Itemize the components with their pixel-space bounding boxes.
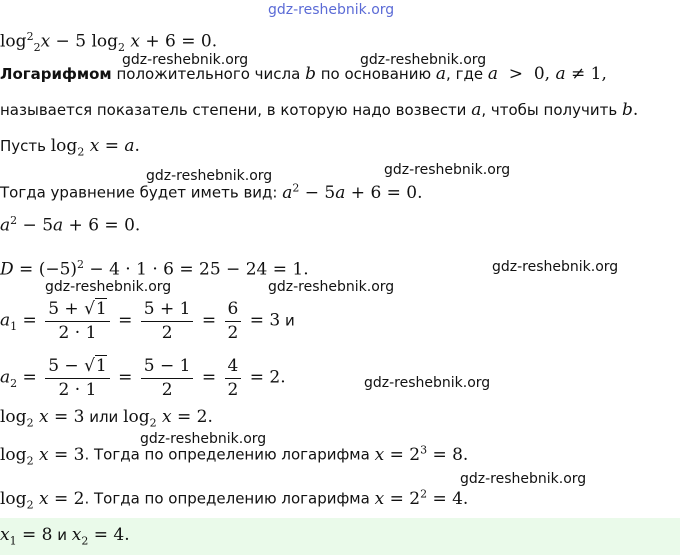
then-text: Тогда уравнение будет иметь вид: <box>0 183 283 202</box>
watermark[interactable]: gdz-reshebnik.org <box>360 52 487 68</box>
case-2-line: $\log_2 x = 2$. Тогда по определению логарифма $x = 2^2 = 4$. <box>0 487 469 512</box>
watermark[interactable]: gdz-reshebnik.org <box>45 279 172 295</box>
watermark[interactable]: gdz-reshebnik.org <box>460 471 587 487</box>
definition-term: Логарифмом <box>0 65 112 83</box>
substitution-line: Пусть $\log_2 x = a$. <box>0 136 140 159</box>
then-def-text-2: . Тогда по определению логарифма <box>84 489 375 508</box>
watermark-top[interactable]: gdz-reshebnik.org <box>268 2 395 18</box>
watermark[interactable]: gdz-reshebnik.org <box>140 431 267 447</box>
root-a2-line: $a_2$ = $\frac{5 - √1}{2 \cdot 1}$ = $\frac{5 - 1}{2}$ = $\frac{4}{2}$ = 2. <box>0 356 286 400</box>
and-text-2: и <box>52 526 72 544</box>
equation-line: $\log^2_2x - 5$ $\log_2 x + 6 = 0$. <box>0 30 218 55</box>
definition-text-5: , чтобы получить <box>481 101 622 119</box>
definition-text-3: , где <box>446 65 488 83</box>
watermark[interactable]: gdz-reshebnik.org <box>146 168 273 184</box>
discriminant-line: $D = (-5)^2 - 4 \cdot 1 \cdot 6 = 25 - 24 = 1$. <box>0 258 309 280</box>
definition-text-2: по основанию <box>315 65 436 83</box>
answer-line: $x_1 = 8$ и $x_2 = 4$. <box>0 525 130 548</box>
definition-text: положительного числа <box>111 65 306 83</box>
definition-line-1: Логарифмом положительного числа b по основанию a, где a > 0, a ≠ 1, <box>0 64 607 84</box>
case-1-line: $\log_2 x = 3$. Тогда по определению логарифма $x = 2^3 = 8$. <box>0 443 469 468</box>
watermark[interactable]: gdz-reshebnik.org <box>492 259 619 275</box>
watermark[interactable]: gdz-reshebnik.org <box>364 375 491 391</box>
quadratic-intro-line: Тогда уравнение будет иметь вид: $a^2 - 5a + 6 = 0$. <box>0 181 423 203</box>
or-text: или <box>84 408 124 426</box>
let-text: Пусть <box>0 137 51 155</box>
definition-line-2: называется показатель степени, в которую надо возвести a, чтобы получить b. <box>0 100 639 120</box>
and-text: и <box>280 311 295 330</box>
watermark[interactable]: gdz-reshebnik.org <box>384 162 511 178</box>
then-def-text-1: . Тогда по определению логарифма <box>84 445 375 464</box>
watermark[interactable]: gdz-reshebnik.org <box>122 52 249 68</box>
root-a1-line: $a_1$ = $\frac{5 + √1}{2 \cdot 1}$ = $\frac{5 + 1}{2}$ = $\frac{6}{2}$ = 3 и <box>0 299 295 343</box>
back-substitution-line: $\log_2 x = 3$ или $\log_2 x = 2$. <box>0 407 213 430</box>
watermark[interactable]: gdz-reshebnik.org <box>268 279 395 295</box>
definition-text-4: называется показатель степени, в которую надо возвести <box>0 101 472 119</box>
quadratic-line: $a^2 - 5a + 6 = 0$. <box>0 214 141 236</box>
